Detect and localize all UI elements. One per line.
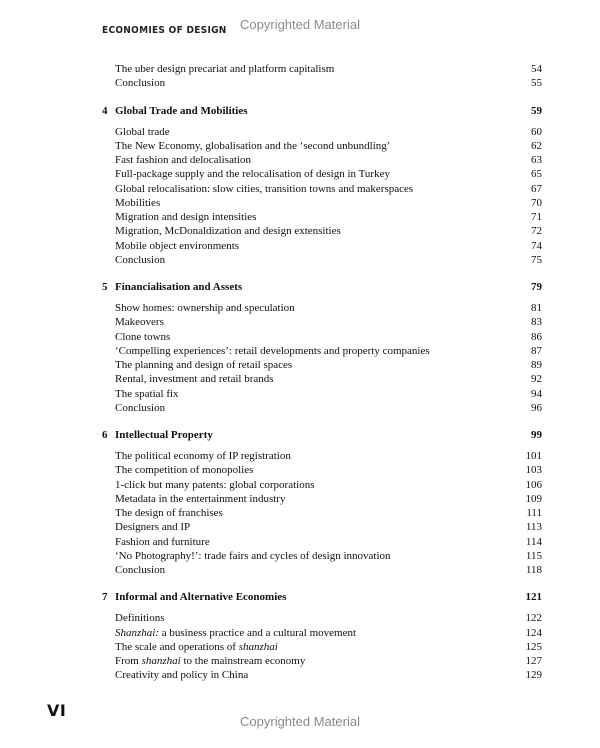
toc-entry-page: 70: [531, 196, 542, 209]
toc-entry-title: Fast fashion and delocalisation: [115, 154, 251, 166]
toc-entry-page: 129: [525, 669, 542, 682]
toc-entry-title: Conclusion: [115, 77, 166, 90]
toc-entry: [102, 139, 542, 153]
toc-entry: [102, 182, 542, 196]
toc-entry-page: 111: [526, 507, 542, 519]
chapter-page: 99: [531, 429, 542, 441]
toc-entry-title: Conclusion: [115, 253, 166, 266]
toc-entry-title: From shanzhai to the mainstream economy: [115, 655, 306, 667]
toc-entry-page: 54: [531, 63, 542, 75]
toc-entry-page: 75: [531, 253, 542, 266]
toc-entry: [102, 315, 542, 329]
toc-entry: [102, 76, 542, 90]
toc-entry-page: 83: [531, 316, 542, 329]
toc-entry: [102, 626, 542, 640]
toc-entry-page: 113: [525, 521, 542, 534]
toc-entry: [102, 125, 542, 139]
toc-entry-title: Clone towns: [115, 330, 171, 343]
toc-entry: [102, 478, 542, 492]
toc-entry-title: The scale and operations of shanzhai: [115, 640, 278, 653]
toc-entry-title: The competition of monopolies: [115, 464, 254, 477]
toc-entry-title: Migration, McDonaldization and design extensities: [115, 225, 341, 238]
toc-entry: [102, 344, 542, 358]
toc-entry: [102, 167, 542, 181]
toc-entry-page: 92: [531, 373, 542, 386]
toc-entry: [102, 301, 542, 315]
toc-entry: [102, 654, 542, 668]
toc-entry-title: Conclusion: [115, 564, 166, 576]
toc-entry-title: Full-package supply and the relocalisation of design in Turkey: [115, 168, 390, 181]
toc-entry: [102, 520, 542, 534]
toc-entry: [102, 210, 542, 224]
toc-entry: [102, 506, 542, 520]
toc-entry: [102, 153, 542, 167]
toc-entry-title: The New Economy, globalisation and the ‘second unbundling’: [115, 139, 391, 152]
chapter-title: Global Trade and Mobilities: [115, 104, 248, 117]
toc-entry-title: The political economy of IP registration: [115, 450, 291, 462]
toc-entry-page: 72: [531, 225, 542, 238]
toc-entry-title: Creativity and policy in China: [115, 669, 249, 682]
chapter-title: Informal and Alternative Economies: [115, 591, 287, 604]
toc-entry-page: 101: [525, 450, 542, 462]
toc-entry-title: Show homes: ownership and speculation: [115, 302, 295, 314]
toc-entry-title: The planning and design of retail spaces: [115, 359, 293, 371]
toc-entry: [102, 253, 542, 267]
toc-entry-title: Metadata in the entertainment industry: [115, 492, 286, 505]
chapter-heading: [102, 104, 542, 119]
toc-entry-title: Mobilities: [115, 196, 161, 209]
chapter-heading: [102, 280, 542, 295]
running-head: ECONOMIES OF DESIGN: [102, 25, 227, 36]
page-folio: VI: [47, 701, 67, 720]
toc-entry-page: 96: [531, 401, 542, 414]
toc-entry: [102, 239, 542, 253]
chapter-number: 5: [102, 281, 108, 293]
chapter-heading: [102, 428, 542, 443]
toc-entry: [102, 62, 542, 76]
toc-entry-title: ‘Compelling experiences’: retail developments and property companies: [115, 344, 430, 357]
toc-entry: [102, 372, 542, 386]
toc-entry-page: 114: [525, 535, 542, 548]
toc-entry-page: 94: [531, 387, 542, 400]
toc-entry-title: Designers and IP: [115, 521, 191, 534]
toc-entry-page: 81: [531, 302, 542, 314]
toc-entry-page: 62: [531, 139, 542, 152]
toc-entry: [102, 492, 542, 506]
toc-entry: [102, 401, 542, 415]
toc-entry-page: 118: [525, 564, 542, 576]
chapter-number: 6: [102, 429, 108, 441]
toc-entry-page: 87: [531, 344, 542, 357]
toc-entry-title: Conclusion: [115, 401, 166, 414]
toc-entry-title: The uber design precariat and platform capitalism: [115, 63, 335, 75]
toc-entry-page: 86: [531, 330, 542, 343]
toc-entry-title: ‘No Photography!’: trade fairs and cycles of design innovation: [115, 549, 391, 562]
toc-entry-page: 125: [525, 640, 542, 653]
toc-entry: [102, 449, 542, 463]
toc-entry-page: 74: [531, 239, 542, 252]
toc-entry-page: 103: [525, 464, 542, 477]
toc-entry: [102, 358, 542, 372]
toc-entry: [102, 387, 542, 401]
chapter-page: 59: [531, 104, 542, 117]
copyright-watermark-top: Copyrighted Material: [240, 17, 360, 32]
toc-entry-title: Fashion and furniture: [115, 535, 210, 548]
toc-entry-title: Rental, investment and retail brands: [115, 373, 274, 386]
table-of-contents: [102, 62, 542, 683]
toc-entry-page: 115: [525, 549, 542, 562]
toc-entry-page: 55: [531, 77, 542, 90]
toc-entry: [102, 463, 542, 477]
chapter-title: Financialisation and Assets: [115, 281, 243, 293]
toc-entry-title: Global relocalisation: slow cities, transition towns and makerspaces: [115, 182, 414, 195]
toc-entry: [102, 563, 542, 577]
toc-entry-title: The design of franchises: [115, 507, 223, 519]
toc-entry-page: 89: [531, 359, 542, 371]
toc-entry-title: Makeovers: [115, 316, 164, 329]
toc-entry-page: 109: [525, 492, 542, 505]
chapter-number: 4: [102, 104, 108, 117]
chapter-number: 7: [102, 591, 108, 604]
toc-entry: [102, 640, 542, 654]
toc-entry-title: Shanzhai: a business practice and a cultural movement: [115, 626, 357, 639]
toc-entry: [102, 549, 542, 563]
toc-entry: [102, 330, 542, 344]
toc-entry-page: 67: [531, 182, 542, 195]
chapter-page: 79: [531, 281, 542, 293]
chapter-heading: [102, 590, 542, 605]
toc-entry: [102, 224, 542, 238]
toc-entry: [102, 611, 542, 625]
toc-entry-title: Global trade: [115, 125, 170, 138]
toc-entry-page: 106: [525, 478, 542, 491]
toc-entry-page: 65: [531, 168, 542, 181]
toc-entry-title: Mobile object environments: [115, 239, 240, 252]
toc-entry-page: 63: [531, 154, 542, 166]
toc-entry-page: 60: [531, 125, 542, 138]
toc-entry-title: Definitions: [115, 612, 165, 625]
chapter-list: [102, 104, 542, 683]
toc-entry-page: 71: [531, 211, 542, 223]
toc-entry-page: 127: [525, 655, 542, 667]
copyright-watermark-bottom: Copyrighted Material: [240, 714, 360, 729]
toc-entry: [102, 196, 542, 210]
toc-entry: [102, 668, 542, 682]
toc-entry-title: Migration and design intensities: [115, 211, 257, 223]
chapter-title: Intellectual Property: [115, 429, 213, 441]
toc-entry-page: 122: [525, 612, 542, 625]
toc-entry-title: The spatial fix: [115, 387, 179, 400]
toc-entry-title: 1-click but many patents: global corporations: [115, 478, 315, 491]
toc-entry-page: 124: [525, 626, 542, 639]
chapter-page: 121: [525, 591, 542, 604]
toc-entry: [102, 535, 542, 549]
